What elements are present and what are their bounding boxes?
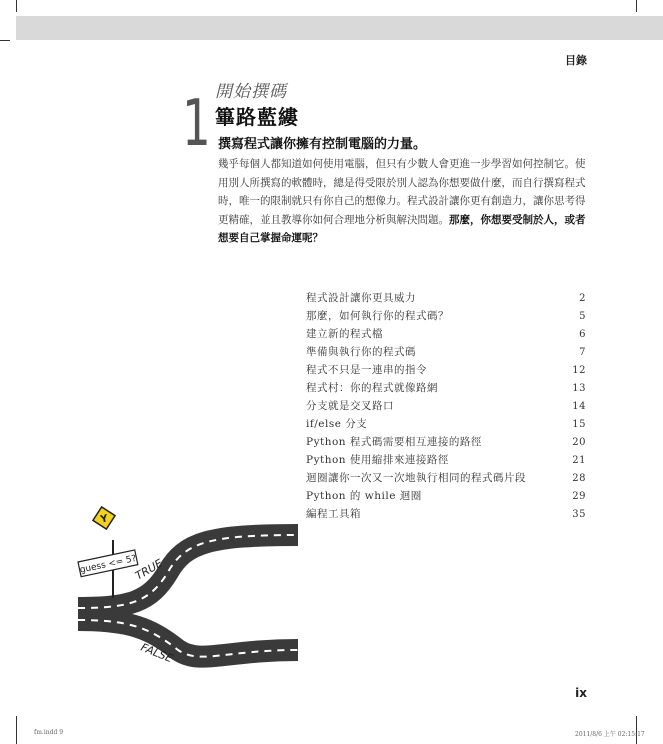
- footer-file: fm.indd 9: [34, 729, 64, 736]
- footer-timestamp: 2011/8/6 上午 02:15:17: [575, 731, 645, 738]
- toc-entry[interactable]: [306, 362, 586, 380]
- toc-entry[interactable]: [306, 398, 586, 416]
- fork-road-illustration: [0, 500, 300, 680]
- chapter-kicker: 開始撰碼: [215, 82, 287, 102]
- toc-title: Python 程式碼需要相互連接的路徑: [306, 436, 482, 448]
- toc-page: 15: [572, 419, 586, 430]
- yield-sign: [91, 505, 118, 532]
- toc-entry[interactable]: [306, 326, 586, 344]
- toc-entry[interactable]: [306, 470, 586, 488]
- toc-title: 程式村：你的程式就像路網: [306, 382, 438, 394]
- toc-title: 建立新的程式檔: [306, 328, 383, 340]
- intro-bold: 那麼，你想要受制於人，或者想要自己掌握命運呢？: [218, 213, 586, 244]
- road-true-branch: [78, 535, 298, 608]
- table-of-contents: [306, 290, 586, 524]
- toc-title: Python 的 while 迴圈: [306, 490, 422, 502]
- toc-title: 編程工具箱: [306, 508, 361, 520]
- chapter-intro: [218, 155, 590, 248]
- chapter-title: 篳路藍縷: [215, 105, 299, 129]
- toc-entry[interactable]: [306, 380, 586, 398]
- toc-page: 21: [572, 455, 586, 466]
- toc-page: 29: [572, 491, 586, 502]
- toc-entry[interactable]: [306, 344, 586, 362]
- intro-text: 幾乎每個人都知道如何使用電腦，但只有少數人會更進一步學習如何控制它。使用別人所撰寫的軟體時，總是得受限於別人認為你想要做什麼，而自行撰寫程式時，唯一的限制就只有你自己的想像力。程式設計讓你更有創造力，讓你思考得更精確，並且教導你如何合理地分析與解決問題。: [218, 158, 586, 226]
- crop-mark: [16, 0, 17, 12]
- page-number: ix: [575, 686, 587, 700]
- toc-title: 程式不只是一連串的指令: [306, 364, 427, 376]
- toc-title: 迴圈讓你一次又一次地執行相同的程式碼片段: [306, 472, 526, 484]
- sign-letter: Y: [99, 513, 110, 526]
- top-band: [16, 16, 663, 40]
- condition-sign: [78, 550, 138, 577]
- toc-entry[interactable]: [306, 506, 586, 524]
- header-label: 目錄: [565, 54, 587, 67]
- toc-page: 14: [572, 401, 586, 412]
- toc-title: if/else 分支: [306, 418, 368, 430]
- toc-entry[interactable]: [306, 308, 586, 326]
- toc-title: 那麼，如何執行你的程式碼？: [306, 310, 449, 322]
- condition-text: guess <= 5?: [79, 553, 138, 576]
- crop-mark: [0, 40, 10, 41]
- crop-mark: [636, 0, 637, 12]
- toc-entry[interactable]: [306, 290, 586, 308]
- false-label: FALSE: [138, 640, 175, 666]
- toc-title: 分支就是交叉路口: [306, 400, 394, 412]
- crop-mark: [16, 716, 17, 744]
- toc-entry[interactable]: [306, 416, 586, 434]
- toc-page: 5: [579, 311, 586, 322]
- toc-page: 7: [579, 347, 586, 358]
- toc-page: 12: [572, 365, 586, 376]
- true-label: TRUE: [133, 556, 165, 583]
- toc-page: 28: [572, 473, 586, 484]
- toc-entry[interactable]: [306, 434, 586, 452]
- toc-entry[interactable]: [306, 488, 586, 506]
- toc-entry[interactable]: [306, 452, 586, 470]
- toc-page: 13: [572, 383, 586, 394]
- toc-page: 2: [579, 293, 586, 304]
- toc-title: Python 使用縮排來連接路徑: [306, 454, 449, 466]
- chapter-subtitle: 撰寫程式讓你擁有控制電腦的力量。: [218, 137, 427, 152]
- toc-title: 準備與執行你的程式碼: [306, 346, 416, 358]
- toc-title: 程式設計讓你更具威力: [306, 292, 416, 304]
- toc-page: 35: [572, 509, 586, 520]
- chapter-number: 1: [182, 87, 211, 161]
- toc-page: 6: [579, 329, 586, 340]
- toc-page: 20: [572, 437, 586, 448]
